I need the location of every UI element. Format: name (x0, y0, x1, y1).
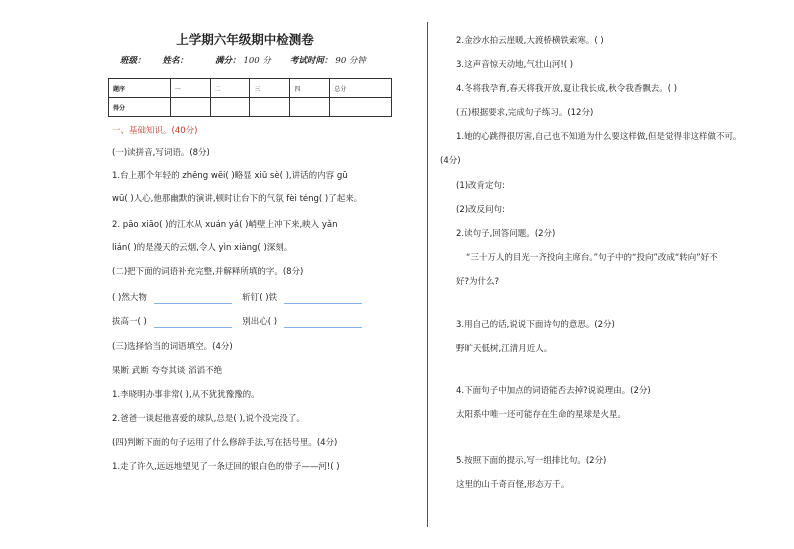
exam-title: 上学期六年级期中检测卷 (176, 32, 314, 47)
q2-item: 斩钉( )铁 (242, 293, 278, 303)
q2-row-1 (112, 293, 366, 304)
q1-heading: (一)读拼音,写词语。(8分) (112, 148, 210, 158)
q3-item-1: 1.李晓明办事非常( ),从不犹犹豫豫的。 (112, 390, 260, 400)
score-cell[interactable] (330, 98, 392, 117)
q5-item-1-sub-2: (2)改反问句: (456, 205, 505, 215)
q5-item-3: 3.用自己的话,说说下面诗句的意思。(2分) (456, 320, 615, 330)
full-score-value: 100 分 (243, 56, 271, 66)
q1-line-4: lián( )的是漫天的云烟,令人 yìn xiàng( )深刻。 (112, 243, 293, 253)
q5-item-5-prompt: 这里的山千奇百怪,形态万千。 (456, 480, 570, 490)
q5-item-4: 4.下面句子中加点的词语能否去掉?说说理由。(2分) (456, 386, 651, 396)
answer-blank[interactable] (284, 318, 362, 328)
full-score-label: 满分： (214, 56, 241, 66)
q4-item-1: 1.走了许久,远远地望见了一条迂回的银白色的带子——河!( ) (112, 462, 340, 472)
q5-item-1: 1.她的心跳得很厉害,自己也不知道为什么要这样做,但是觉得非这样做不可。 (456, 132, 742, 142)
score-cell[interactable] (290, 98, 330, 117)
score-table-row (109, 98, 392, 117)
answer-blank[interactable] (154, 294, 232, 304)
score-cell[interactable] (210, 98, 250, 117)
q1-line-1: 1.台上那个年轻的 zhēng wēi( )略显 xiū sè( ),讲话的内容 gū (112, 171, 348, 181)
q5-item-2-quote: “三十万人的目光一齐投向主席台。”句子中的“投向”改成“转向”好不 (466, 253, 718, 263)
answer-blank[interactable] (284, 294, 362, 304)
name-label: 姓名： (162, 56, 188, 66)
q3-item-2: 2.爸爸一谈起他喜爱的球队,总是( ),说个没完没了。 (112, 414, 305, 424)
r-q4-item-3: 3.这声音惊天动地,气壮山河!( ) (456, 60, 574, 70)
exam-info-row (120, 54, 382, 66)
time-label: 考试时间： (289, 56, 333, 66)
score-header-cell: 一 (170, 79, 210, 98)
q2-item: ( )然大物 (112, 293, 147, 303)
q4-heading: (四)判断下面的句子运用了什么修辞手法,写在括号里。(4分) (112, 438, 338, 448)
q5-item-2-question: 好?为什么? (456, 277, 500, 287)
q2-heading: (二)把下面的词语补充完整,并解释所填的字。(8分) (112, 267, 304, 277)
q5-item-3-poem: 野旷天低树,江清月近人。 (456, 344, 553, 354)
q2-item: 拔高一( ) (112, 317, 147, 327)
section-1-heading: 一、基础知识。(40分) (112, 126, 198, 136)
q5-item-4-sentence: 太阳系中唯一还可能存在生命的星球是火星。 (456, 410, 627, 420)
r-q4-item-2: 2.金沙水拍云崖暖,大渡桥横铁索寒。( ) (456, 36, 604, 46)
score-row-label: 得分 (109, 98, 171, 117)
q5-item-5: 5.按照下面的提示,写一组排比句。(2分) (456, 456, 607, 466)
q5-item-1-score: (4分) (440, 156, 461, 166)
q2-item: 别出心( ) (242, 317, 278, 327)
class-label: 班级： (120, 56, 146, 66)
q1-line-3: 2. pāo xiāo( )的江水从 xuán yá( )峭壁上冲下来,映入 yǎn (112, 220, 338, 230)
score-table-header-row (109, 79, 392, 98)
q5-item-2: 2.读句子,回答问题。(2分) (456, 229, 556, 239)
score-header-cell: 四 (290, 79, 330, 98)
q1-line-2: wū( )人心,他那幽默的演讲,顿时让台下的气氛 fèi téng( )了起来。 (112, 194, 363, 204)
q3-heading: (三)选择恰当的词语填空。(4分) (112, 342, 233, 352)
column-divider (427, 22, 428, 527)
score-cell[interactable] (170, 98, 210, 117)
r-q4-item-4: 4.冬将我孕育,春天将我开放,夏让我长成,秋令我香飘去。( ) (456, 84, 678, 94)
q2-row-2 (112, 317, 366, 328)
score-header-cell: 三 (250, 79, 290, 98)
score-header-cell: 二 (210, 79, 250, 98)
score-table (108, 78, 392, 117)
score-header-cell: 题序 (109, 79, 171, 98)
q5-item-1-sub-1: (1)改肯定句: (456, 181, 505, 191)
q3-word-bank: 果断 武断 夸夸其谈 滔滔不绝 (112, 366, 223, 376)
time-value: 90 分钟 (335, 56, 366, 66)
answer-blank[interactable] (154, 318, 232, 328)
score-cell[interactable] (250, 98, 290, 117)
q5-heading: (五)根据要求,完成句子练习。(12分) (456, 108, 594, 118)
score-header-cell: 总分 (330, 79, 392, 98)
